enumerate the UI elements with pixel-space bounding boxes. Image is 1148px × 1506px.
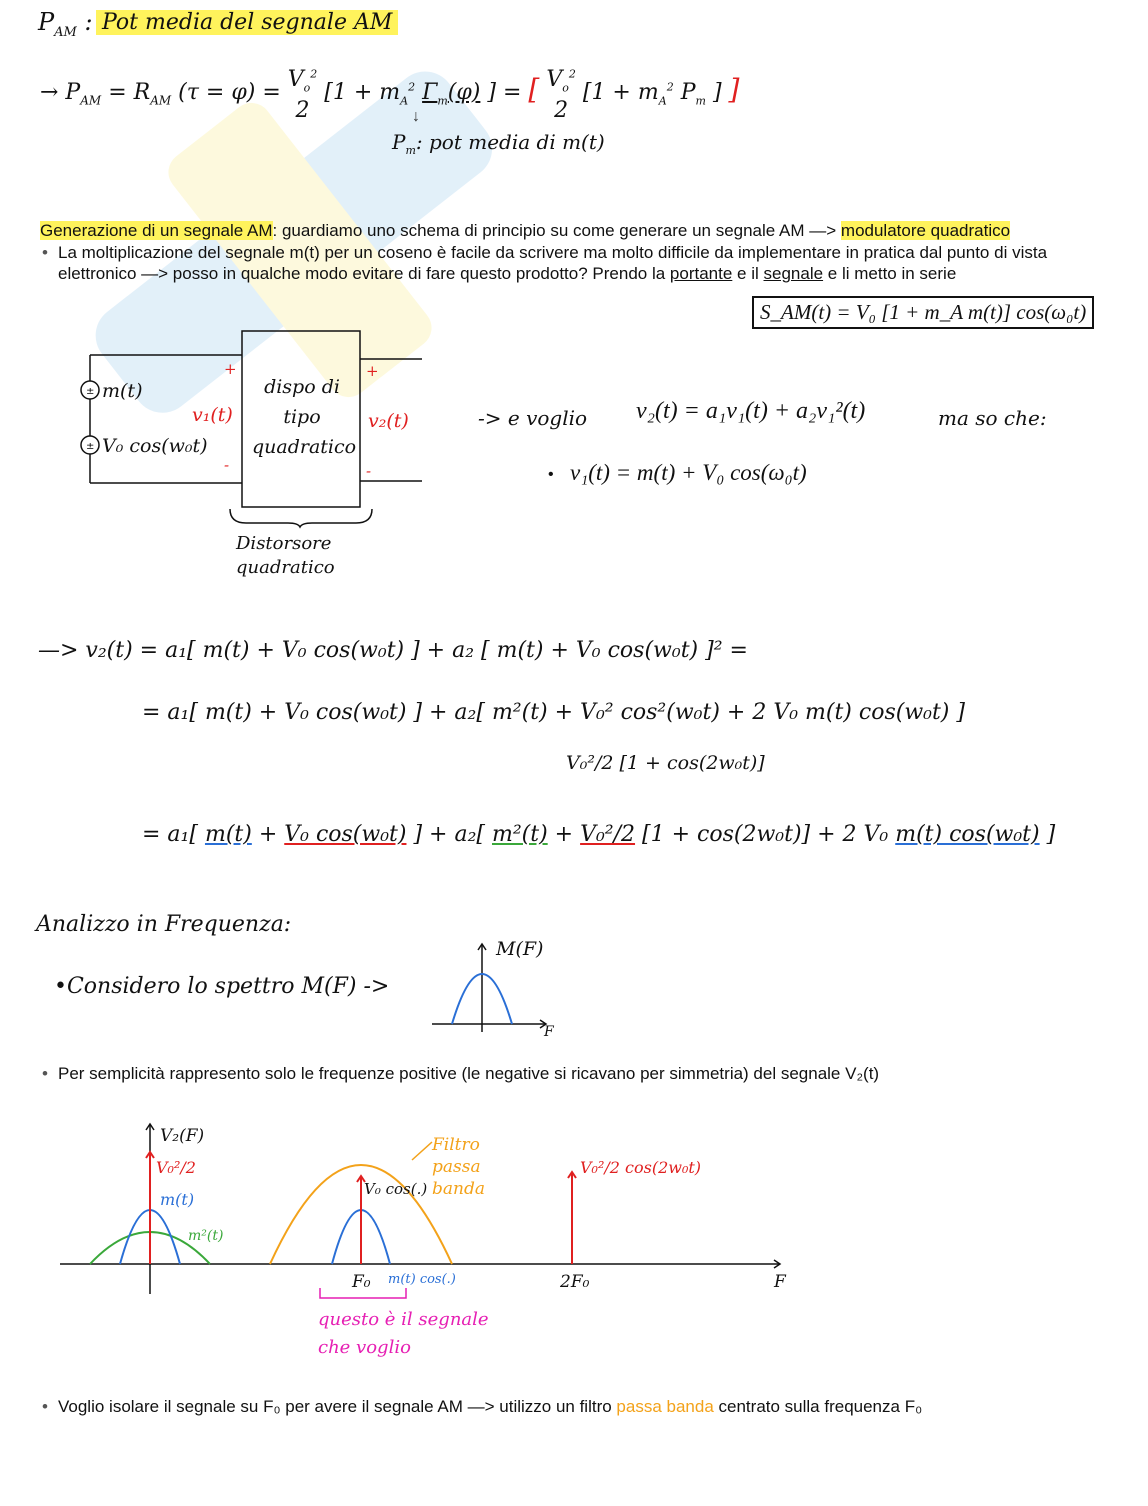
but-text: ma so che: (938, 406, 1047, 430)
svg-text:±: ± (86, 441, 95, 452)
generation-title: Generazione di un segnale AM: guardiamo uno schema di principio su come generare un segnale AM —> modulatore quadratico (40, 221, 1011, 240)
want-formula: v₂(t) = a₁v₁(t) + a₂v₁²(t) (636, 398, 866, 424)
v1-formula: v₁(t) = m(t) + V₀ cos(ω₀t) (570, 460, 807, 485)
carrier-label: V₀ cos(.) (364, 1180, 428, 1198)
want-text: -> e voglio (478, 406, 588, 430)
sam-formula: S_AM(t) = V₀ [1 + m_A m(t)] cos(ω₀t) (752, 296, 1094, 329)
output-plus: + (366, 362, 379, 380)
mcos-label: m(t) cos(.) (388, 1272, 456, 1287)
m2-label: m²(t) (188, 1228, 224, 1244)
consider-text: •Considero lo spettro M(F) -> (54, 974, 390, 999)
arrow-down-icon: ↓ (412, 108, 420, 125)
derivation-line-2-note: V₀²/2 [1 + cos(2w₀t)] (566, 752, 765, 774)
generation-bullet: • La moltiplicazione del segnale m(t) per un coseno è facile da scrivere ma molto difficile da implementare in pratica dal punto di vista elettronico —> posso in qualche modo evitare di fare questo prodotto? Prendo la portante e il segnale e li metto in serie (58, 242, 1128, 284)
derivation-line-3: = a₁[ m(t) + V₀ cos(w₀t) ] + a₂[ m²(t) + V₀²/2 [1 + cos(2w₀t)] + 2 V₀ m(t) cos(w₀t) ] (142, 822, 1056, 847)
m-label: m(t) (160, 1190, 195, 1209)
dc-label: V₀²/2 (156, 1158, 196, 1177)
svg-text:±: ± (86, 386, 95, 397)
pm-note: $P_m$: pot media di m(t) (392, 130, 605, 157)
frequency-heading: Analizzo in Frequenza: (36, 912, 292, 937)
filter-label: Filtro passa banda (432, 1135, 485, 1199)
harmonic-label: V₀²/2 cos(2w₀t) (580, 1158, 702, 1177)
page-title: Pot media del segnale AM (96, 10, 398, 35)
v1-label: v₁(t) (192, 404, 233, 426)
final-bullet: • Voglio isolare il segnale su F₀ per avere il segnale AM —> utilizzo un filtro passa banda centrato sulla frequenza F₀ (58, 1396, 1118, 1417)
frequency-bullet: • Per semplicità rappresento solo le frequenze positive (le negative si ricavano per simmetria) del segnale V₂(t) (58, 1063, 1118, 1084)
input-plus: + (224, 360, 237, 378)
derivation-line-1: —> v₂(t) = a₁[ m(t) + V₀ cos(w₀t) ] + a₂ [ m(t) + V₀ cos(w₀t) ]² = (38, 638, 748, 663)
f0-tick: F₀ (352, 1272, 371, 1292)
source-m-label: m(t) (102, 380, 143, 402)
brace (226, 505, 376, 529)
v2-axis-label: V₂(F) (160, 1126, 205, 1146)
mf-axis-label: F (544, 1024, 554, 1040)
bullet-dot: • (548, 466, 554, 483)
v2-label: v₂(t) (368, 410, 409, 432)
f-axis-label: F (774, 1272, 786, 1292)
quadratic-device: dispo di tipo quadratico (252, 376, 357, 458)
pam-label: $P_{AM}$ : (38, 8, 93, 40)
input-minus: - (224, 456, 230, 474)
source-carrier-label: V₀ cos(w₀t) (102, 435, 208, 457)
mf-label: M(F) (496, 938, 544, 960)
derivation-line-2: = a₁[ m(t) + V₀ cos(w₀t) ] + a₂[ m²(t) + V₀² cos²(w₀t) + 2 V₀ m(t) cos(w₀t) ] (142, 700, 965, 725)
distorsore-label: Distorsore quadratico (236, 533, 335, 578)
two-f0-tick: 2F₀ (560, 1272, 590, 1292)
output-minus: - (366, 462, 372, 480)
wanted-signal-note: questo è il segnale che voglio (318, 1309, 489, 1358)
power-formula: → $P_{AM} = R_{AM}$ $(\tau = \varphi) = V_o^2$ 2 [$1 + m_A^2$ $\Gamma_m(\varphi)$ ] = [ $V_o^2$ 2 [$1 + m_A^2$ $P_m$ ] ] (40, 67, 740, 123)
